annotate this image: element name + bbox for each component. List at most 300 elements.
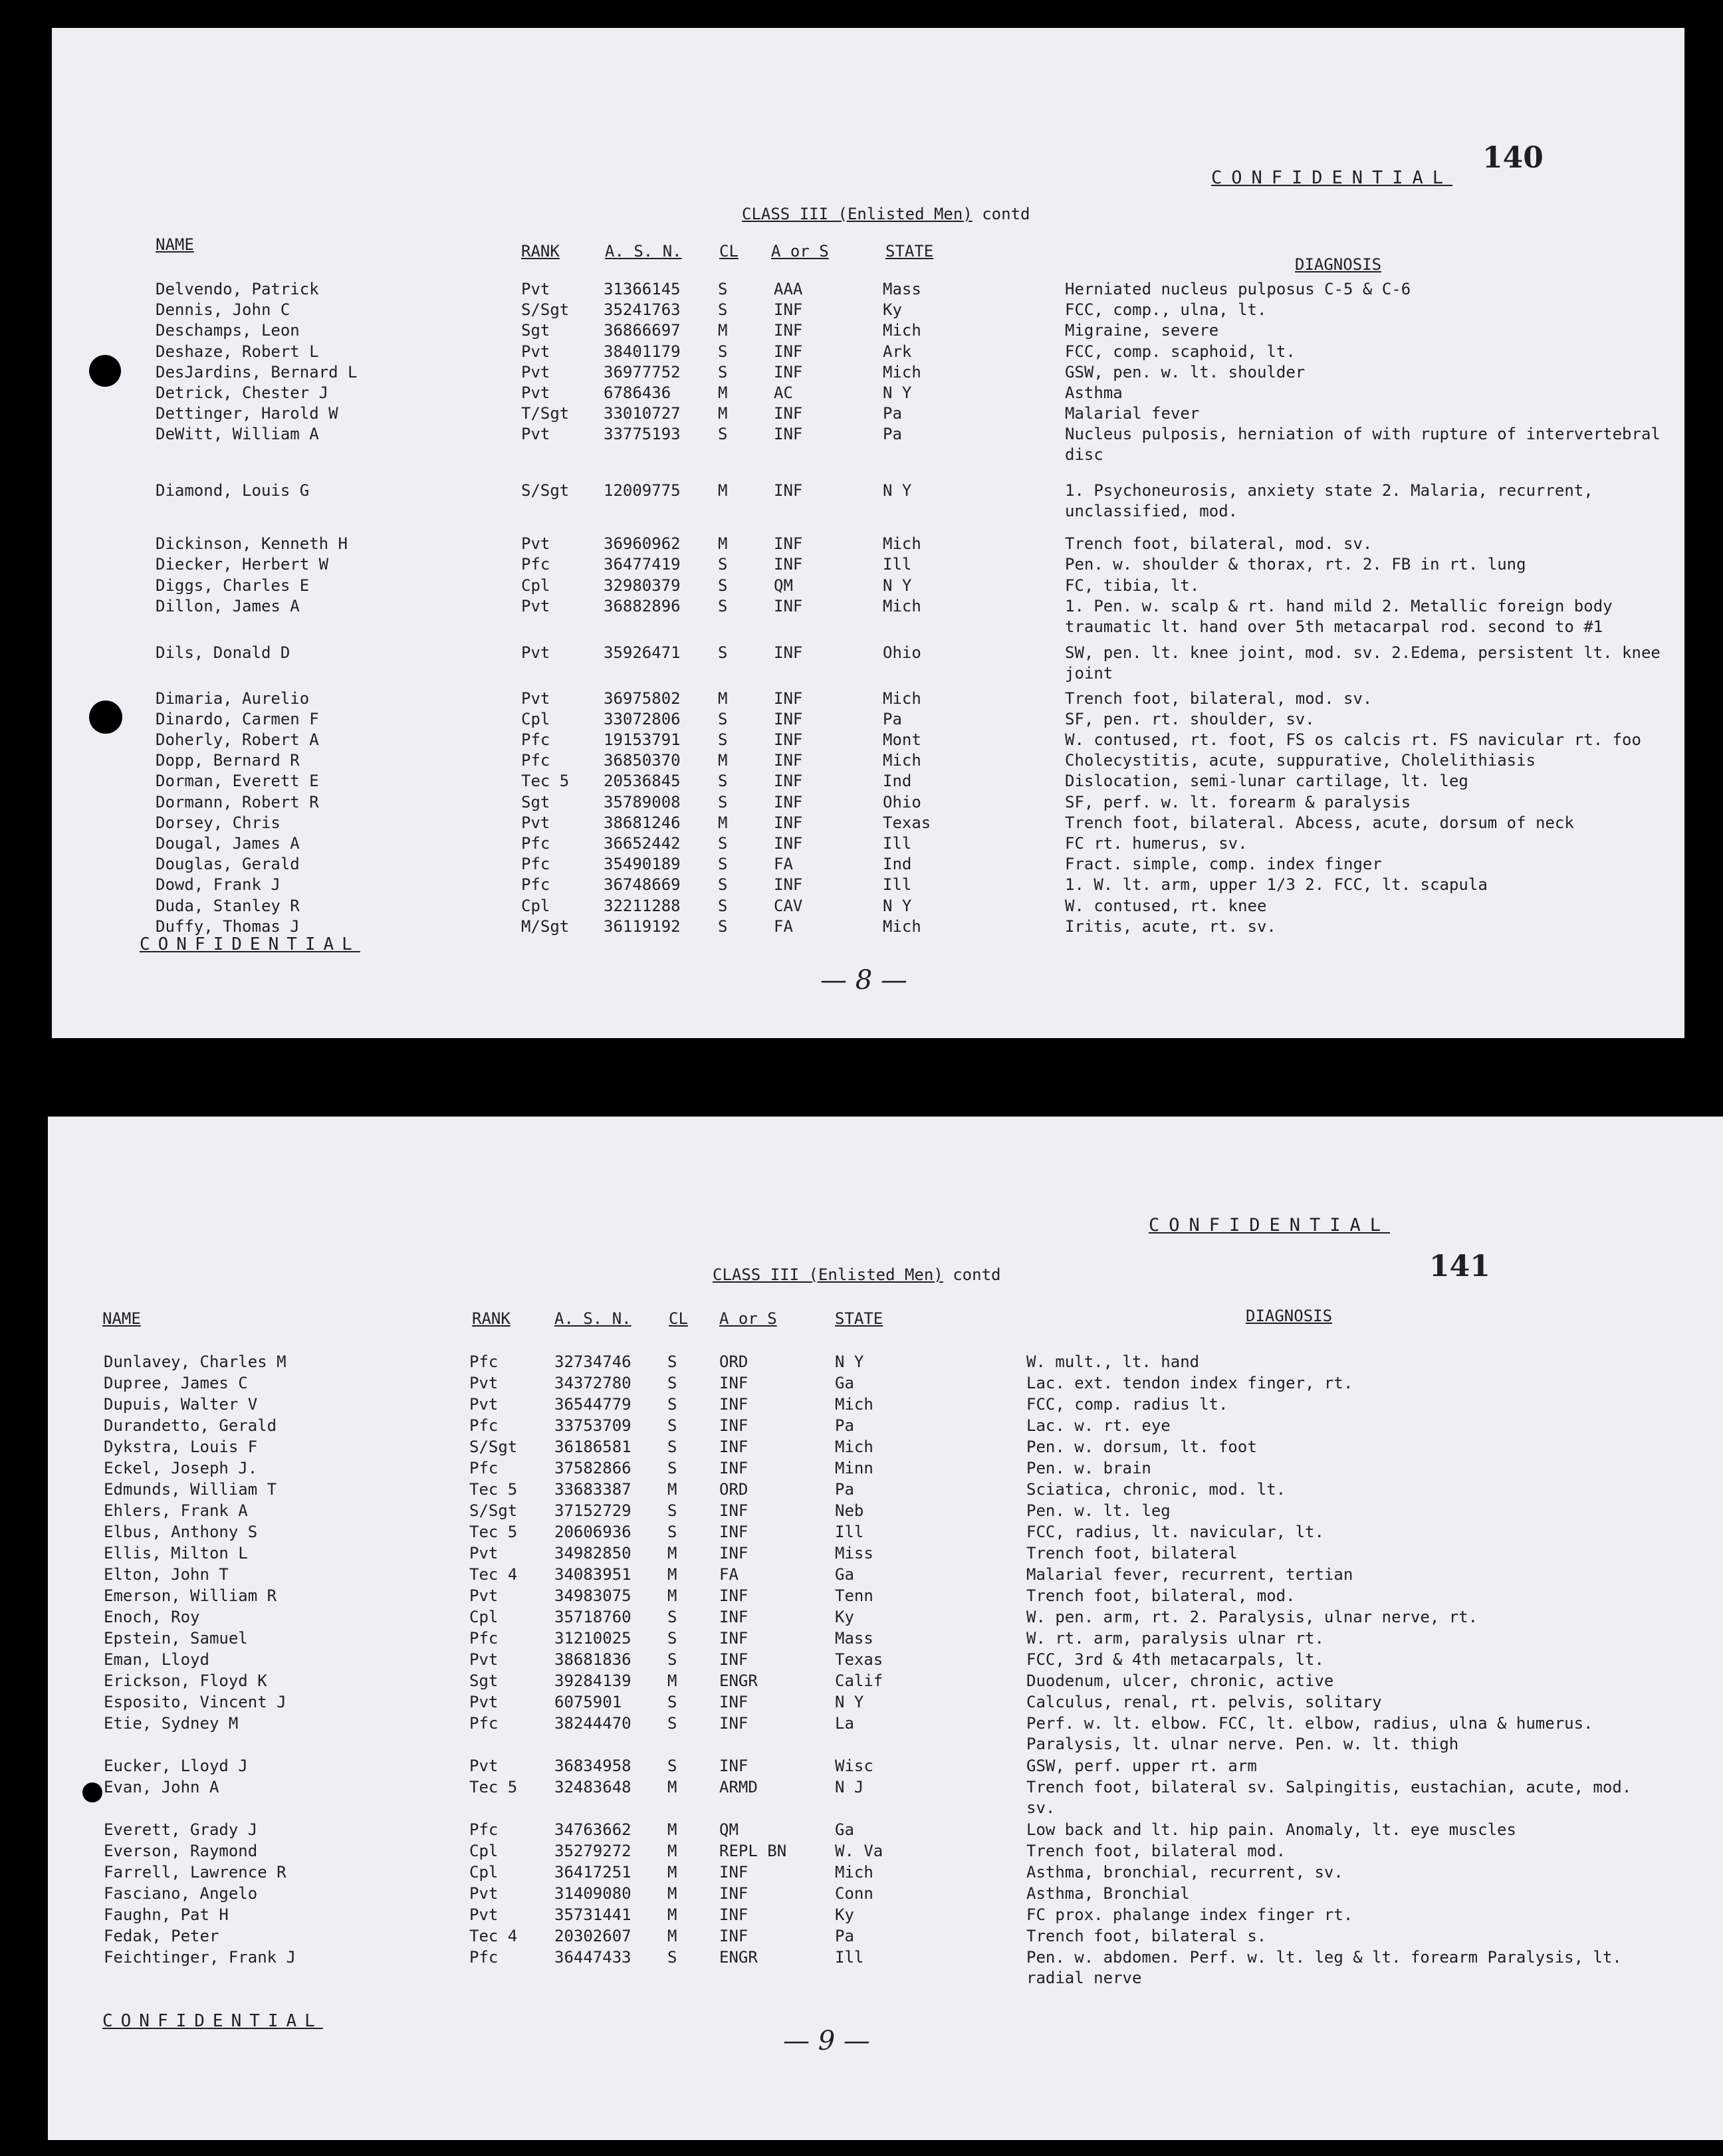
cell-asn: 35279272 bbox=[554, 1842, 632, 1860]
cell-aors: INF bbox=[774, 875, 803, 895]
cell-name: Dunlavey, Charles M bbox=[104, 1352, 287, 1371]
cell-name: Everett, Grady J bbox=[104, 1820, 258, 1839]
header-rank: RANK bbox=[472, 1309, 511, 1328]
cell-name: Diamond, Louis G bbox=[156, 481, 310, 500]
cell-state: W. Va bbox=[835, 1842, 883, 1860]
cell-cl: S bbox=[667, 1948, 677, 1967]
cell-cl: M bbox=[667, 1820, 677, 1839]
header-cl: CL bbox=[669, 1309, 688, 1328]
cell-name: Evan, John A bbox=[104, 1778, 219, 1796]
header-state: STATE bbox=[835, 1309, 883, 1328]
cell-name: Dettinger, Harold W bbox=[156, 404, 338, 423]
cell-state: Mich bbox=[883, 596, 921, 615]
cell-diagnosis: FCC, radius, lt. navicular, lt. bbox=[1026, 1523, 1324, 1541]
cell-name: Edmunds, William T bbox=[104, 1480, 277, 1499]
cell-name: Ellis, Milton L bbox=[104, 1544, 248, 1563]
page-footer-number: — 8 — bbox=[820, 965, 907, 996]
cell-diagnosis: GSW, perf. upper rt. arm bbox=[1026, 1757, 1257, 1775]
cell-cl: M bbox=[667, 1842, 677, 1860]
cell-cl: S bbox=[667, 1501, 677, 1520]
cell-rank: Cpl bbox=[469, 1842, 499, 1860]
cell-cl: M bbox=[667, 1778, 677, 1796]
cell-asn: 35926471 bbox=[604, 643, 681, 663]
cell-state: N Y bbox=[835, 1693, 864, 1711]
cell-rank: Pvt bbox=[469, 1544, 499, 1563]
cell-state: Ohio bbox=[883, 792, 921, 811]
cell-asn: 36882896 bbox=[604, 596, 681, 615]
cell-name: Dowd, Frank J bbox=[156, 875, 281, 895]
cell-asn: 35241763 bbox=[604, 300, 681, 320]
cell-cl: M bbox=[667, 1565, 677, 1584]
cell-name: Epstein, Samuel bbox=[104, 1629, 248, 1648]
cell-rank: T/Sgt bbox=[521, 404, 570, 423]
cell-diagnosis: Sciatica, chronic, mod. lt. bbox=[1026, 1480, 1286, 1499]
cell-diagnosis: Pen. w. shoulder & thorax, rt. 2. FB in rt. lung bbox=[1065, 555, 1526, 574]
cell-aors: INF bbox=[774, 792, 803, 811]
cell-state: Mich bbox=[883, 751, 921, 770]
cell-cl: S bbox=[718, 772, 728, 791]
cell-diagnosis: 1. W. lt. arm, upper 1/3 2. FCC, lt. scapula bbox=[1065, 875, 1488, 895]
cell-state: Ga bbox=[835, 1565, 854, 1584]
confidential-header: CONFIDENTIAL bbox=[1211, 167, 1453, 188]
cell-diagnosis: FCC, comp. radius lt. bbox=[1026, 1395, 1228, 1414]
cell-cl: S bbox=[667, 1650, 677, 1669]
cell-name: Detrick, Chester J bbox=[156, 383, 329, 402]
cell-diagnosis: Dislocation, semi-lunar cartilage, lt. leg bbox=[1065, 772, 1468, 791]
cell-state: Ga bbox=[835, 1820, 854, 1839]
cell-asn: 36975802 bbox=[604, 689, 681, 708]
section-title bbox=[742, 205, 1030, 223]
cell-asn: 38681246 bbox=[604, 813, 681, 832]
header-cl: CL bbox=[719, 242, 739, 261]
cell-state: N Y bbox=[883, 481, 912, 500]
cell-aors: INF bbox=[719, 1863, 748, 1882]
cell-asn: 36748669 bbox=[604, 875, 681, 895]
header-diagnosis: DIAGNOSIS bbox=[1246, 1307, 1333, 1325]
cell-asn: 33072806 bbox=[604, 709, 681, 728]
cell-aors: CAV bbox=[774, 896, 803, 915]
cell-cl: S bbox=[718, 730, 728, 749]
cell-cl: S bbox=[718, 834, 728, 853]
cell-aors: INF bbox=[719, 1523, 748, 1541]
cell-aors: INF bbox=[719, 1757, 748, 1775]
cell-aors: INF bbox=[719, 1501, 748, 1520]
cell-rank: Pvt bbox=[521, 425, 550, 444]
cell-aors: AC bbox=[774, 383, 793, 402]
cell-asn: 35490189 bbox=[604, 855, 681, 874]
cell-diagnosis: Trench foot, bilateral s. bbox=[1026, 1927, 1267, 1945]
cell-asn: 36119192 bbox=[604, 916, 681, 936]
cell-asn: 33010727 bbox=[604, 404, 681, 423]
cell-cl: M bbox=[667, 1884, 677, 1903]
cell-asn: 36477419 bbox=[604, 555, 681, 574]
cell-state: Ill bbox=[835, 1523, 864, 1541]
cell-state: Neb bbox=[835, 1501, 864, 1520]
cell-rank: Sgt bbox=[469, 1671, 499, 1690]
cell-aors: INF bbox=[719, 1586, 748, 1605]
cell-aors: INF bbox=[719, 1438, 748, 1456]
cell-asn: 32483648 bbox=[554, 1778, 632, 1796]
cell-diagnosis: Pen. w. brain bbox=[1026, 1459, 1151, 1477]
cell-state: Mich bbox=[883, 916, 921, 936]
header-a-or-s: A or S bbox=[719, 1309, 777, 1328]
cell-aors: INF bbox=[719, 1395, 748, 1414]
cell-aors: INF bbox=[719, 1629, 748, 1648]
cell-cl: M bbox=[718, 689, 728, 708]
cell-cl: M bbox=[667, 1480, 677, 1499]
cell-diagnosis: Malarial fever bbox=[1065, 404, 1200, 423]
cell-diagnosis: Trench foot, bilateral, mod. sv. bbox=[1065, 534, 1373, 554]
cell-cl: S bbox=[667, 1608, 677, 1626]
cell-diagnosis: Trench foot, bilateral mod. bbox=[1026, 1842, 1286, 1860]
cell-rank: Pvt bbox=[469, 1693, 499, 1711]
cell-rank: Pvt bbox=[469, 1884, 499, 1903]
cell-cl: M bbox=[718, 751, 728, 770]
cell-name: Eman, Lloyd bbox=[104, 1650, 209, 1669]
cell-diagnosis: W. pen. arm, rt. 2. Paralysis, ulnar nerve, rt. bbox=[1026, 1608, 1478, 1626]
cell-cl: M bbox=[667, 1671, 677, 1690]
cell-asn: 36850370 bbox=[604, 751, 681, 770]
cell-name: Dimaria, Aurelio bbox=[156, 689, 310, 708]
cell-state: Ill bbox=[883, 875, 912, 895]
document-page-141 bbox=[48, 1117, 1723, 2140]
cell-aors: INF bbox=[774, 730, 803, 749]
cell-rank: Pvt bbox=[521, 689, 550, 708]
cell-aors: INF bbox=[774, 834, 803, 853]
cell-cl: S bbox=[718, 855, 728, 874]
cell-rank: Tec 5 bbox=[469, 1778, 518, 1796]
cell-diagnosis: Trench foot, bilateral, mod. bbox=[1026, 1586, 1296, 1605]
cell-asn: 34083951 bbox=[554, 1565, 632, 1584]
cell-aors: INF bbox=[774, 300, 803, 320]
cell-name: Deschamps, Leon bbox=[156, 321, 300, 340]
cell-diagnosis: Asthma bbox=[1065, 383, 1123, 402]
cell-diagnosis: Herniated nucleus pulposus C-5 & C-6 bbox=[1065, 280, 1411, 298]
cell-diagnosis: Asthma, bronchial, recurrent, sv. bbox=[1026, 1863, 1343, 1882]
cell-aors: INF bbox=[719, 1459, 748, 1477]
cell-asn: 31366145 bbox=[604, 280, 681, 298]
cell-rank: Pfc bbox=[521, 855, 550, 874]
cell-aors: INF bbox=[719, 1608, 748, 1626]
cell-state: Tenn bbox=[835, 1586, 873, 1605]
cell-asn: 35789008 bbox=[604, 792, 681, 811]
cell-state: Ill bbox=[835, 1948, 864, 1967]
cell-state: Minn bbox=[835, 1459, 873, 1477]
cell-aors: INF bbox=[774, 689, 803, 708]
cell-asn: 36186581 bbox=[554, 1438, 632, 1456]
cell-rank: Pfc bbox=[469, 1629, 499, 1648]
cell-asn: 32734746 bbox=[554, 1352, 632, 1371]
cell-diagnosis: GSW, pen. w. lt. shoulder bbox=[1065, 362, 1306, 381]
cell-cl: M bbox=[667, 1905, 677, 1924]
cell-asn: 33775193 bbox=[604, 425, 681, 444]
confidential-footer: CONFIDENTIAL bbox=[102, 2011, 323, 2031]
cell-diagnosis: Duodenum, ulcer, chronic, active bbox=[1026, 1671, 1334, 1690]
cell-state: N Y bbox=[883, 383, 912, 402]
cell-diagnosis: 1. Psychoneurosis, anxiety state 2. Malaria, recurrent, unclassified, mod. bbox=[1065, 481, 1593, 520]
cell-asn: 34372780 bbox=[554, 1374, 632, 1392]
cell-diagnosis: 1. Pen. w. scalp & rt. hand mild 2. Metallic foreign body traumatic lt. hand over 5th metacarpal rod. second to #1 bbox=[1065, 596, 1613, 636]
punch-hole-mark bbox=[89, 701, 122, 734]
cell-name: Delvendo, Patrick bbox=[156, 280, 319, 298]
cell-asn: 36447433 bbox=[554, 1948, 632, 1967]
cell-rank: Pfc bbox=[521, 834, 550, 853]
cell-asn: 33753709 bbox=[554, 1416, 632, 1435]
cell-cl: M bbox=[718, 481, 728, 500]
cell-aors: INF bbox=[774, 813, 803, 832]
cell-aors: INF bbox=[719, 1650, 748, 1669]
cell-state: Mich bbox=[835, 1438, 873, 1456]
cell-asn: 34983075 bbox=[554, 1586, 632, 1605]
cell-name: Diecker, Herbert W bbox=[156, 555, 329, 574]
cell-aors: INF bbox=[774, 404, 803, 423]
cell-name: Dorsey, Chris bbox=[156, 813, 281, 832]
cell-diagnosis: SF, perf. w. lt. forearm & paralysis bbox=[1065, 792, 1411, 811]
cell-rank: Pvt bbox=[521, 280, 550, 298]
cell-state: Pa bbox=[835, 1480, 854, 1499]
cell-state: Pa bbox=[835, 1927, 854, 1945]
cell-aors: INF bbox=[719, 1416, 748, 1435]
cell-asn: 20606936 bbox=[554, 1523, 632, 1541]
cell-state: Mich bbox=[835, 1395, 873, 1414]
cell-rank: Cpl bbox=[521, 709, 550, 728]
cell-cl: S bbox=[718, 300, 728, 320]
cell-name: Doherly, Robert A bbox=[156, 730, 319, 749]
cell-rank: Pvt bbox=[521, 534, 550, 554]
cell-asn: 36977752 bbox=[604, 362, 681, 381]
punch-hole-mark bbox=[82, 1782, 102, 1802]
cell-rank: Tec 5 bbox=[521, 772, 570, 791]
header-asn: A. S. N. bbox=[605, 242, 682, 261]
cell-state: Texas bbox=[835, 1650, 883, 1669]
cell-diagnosis: FC, tibia, lt. bbox=[1065, 576, 1200, 595]
cell-state: Pa bbox=[883, 425, 902, 444]
cell-diagnosis: Low back and lt. hip pain. Anomaly, lt. eye muscles bbox=[1026, 1820, 1516, 1839]
cell-cl: M bbox=[667, 1927, 677, 1945]
cell-name: Dougal, James A bbox=[156, 834, 300, 853]
cell-aors: INF bbox=[719, 1544, 748, 1563]
header-diagnosis: DIAGNOSIS bbox=[1295, 255, 1382, 274]
cell-name: DeWitt, William A bbox=[156, 425, 319, 444]
cell-aors: ORD bbox=[719, 1480, 748, 1499]
cell-diagnosis: Trench foot, bilateral bbox=[1026, 1544, 1238, 1563]
cell-state: N Y bbox=[883, 896, 912, 915]
cell-rank: Pfc bbox=[521, 875, 550, 895]
cell-name: Dormann, Robert R bbox=[156, 792, 319, 811]
cell-state: Ill bbox=[883, 555, 912, 574]
cell-asn: 36652442 bbox=[604, 834, 681, 853]
cell-name: Fedak, Peter bbox=[104, 1927, 219, 1945]
cell-state: Mass bbox=[883, 280, 921, 298]
cell-diagnosis: Asthma, Bronchial bbox=[1026, 1884, 1190, 1903]
cell-rank: Cpl bbox=[469, 1608, 499, 1626]
cell-name: Esposito, Vincent J bbox=[104, 1693, 287, 1711]
cell-aors: ARMD bbox=[719, 1778, 758, 1796]
cell-rank: S/Sgt bbox=[521, 481, 570, 500]
cell-cl: S bbox=[667, 1352, 677, 1371]
cell-rank: Pvt bbox=[469, 1374, 499, 1392]
cell-aors: INF bbox=[774, 481, 803, 500]
page-footer-number: — 9 — bbox=[783, 2026, 870, 2056]
cell-rank: Pfc bbox=[469, 1352, 499, 1371]
cell-name: Eucker, Lloyd J bbox=[104, 1757, 248, 1775]
cell-aors: INF bbox=[774, 534, 803, 554]
cell-asn: 36417251 bbox=[554, 1863, 632, 1882]
cell-name: Elbus, Anthony S bbox=[104, 1523, 258, 1541]
cell-asn: 38401179 bbox=[604, 342, 681, 361]
cell-aors: REPL BN bbox=[719, 1842, 787, 1860]
cell-cl: M bbox=[718, 534, 728, 554]
cell-rank: Pvt bbox=[521, 362, 550, 381]
cell-asn: 12009775 bbox=[604, 481, 681, 500]
cell-aors: INF bbox=[719, 1693, 748, 1711]
cell-asn: 36960962 bbox=[604, 534, 681, 554]
cell-asn: 20536845 bbox=[604, 772, 681, 791]
cell-cl: S bbox=[718, 555, 728, 574]
cell-diagnosis: FC rt. humerus, sv. bbox=[1065, 834, 1248, 853]
cell-diagnosis: FCC, 3rd & 4th metacarpals, lt. bbox=[1026, 1650, 1324, 1669]
cell-name: Erickson, Floyd K bbox=[104, 1671, 267, 1690]
cell-asn: 38681836 bbox=[554, 1650, 632, 1669]
cell-state: Ky bbox=[883, 300, 902, 320]
cell-rank: Cpl bbox=[521, 576, 550, 595]
cell-rank: Pfc bbox=[521, 730, 550, 749]
cell-rank: Tec 4 bbox=[469, 1927, 518, 1945]
cell-rank: Pvt bbox=[521, 813, 550, 832]
cell-state: N Y bbox=[835, 1352, 864, 1371]
cell-aors: FA bbox=[774, 916, 793, 936]
cell-state: Texas bbox=[883, 813, 931, 832]
cell-rank: Cpl bbox=[521, 896, 550, 915]
cell-cl: S bbox=[718, 280, 728, 298]
cell-cl: S bbox=[718, 342, 728, 361]
cell-rank: Pvt bbox=[521, 643, 550, 663]
cell-cl: M bbox=[667, 1544, 677, 1563]
cell-aors: ENGR bbox=[719, 1671, 758, 1690]
cell-name: Dils, Donald D bbox=[156, 643, 290, 663]
cell-rank: Sgt bbox=[521, 321, 550, 340]
cell-asn: 38244470 bbox=[554, 1714, 632, 1733]
cell-state: Mass bbox=[835, 1629, 873, 1648]
cell-asn: 34982850 bbox=[554, 1544, 632, 1563]
cell-rank: Tec 5 bbox=[469, 1523, 518, 1541]
cell-name: Everson, Raymond bbox=[104, 1842, 258, 1860]
cell-name: Dykstra, Louis F bbox=[104, 1438, 258, 1456]
cell-cl: S bbox=[667, 1693, 677, 1711]
cell-aors: QM bbox=[774, 576, 793, 595]
cell-diagnosis: Fract. simple, comp. index finger bbox=[1065, 855, 1382, 874]
cell-name: Dennis, John C bbox=[156, 300, 290, 320]
cell-state: Pa bbox=[883, 404, 902, 423]
cell-asn: 6075901 bbox=[554, 1693, 622, 1711]
cell-state: Mich bbox=[883, 362, 921, 381]
cell-aors: INF bbox=[719, 1927, 748, 1945]
cell-name: Duffy, Thomas J bbox=[156, 916, 300, 936]
cell-cl: M bbox=[718, 321, 728, 340]
cell-diagnosis: W. contused, rt. knee bbox=[1065, 896, 1267, 915]
cell-state: Wisc bbox=[835, 1757, 873, 1775]
cell-state: Mich bbox=[883, 689, 921, 708]
cell-aors: QM bbox=[719, 1820, 739, 1839]
cell-asn: 37152729 bbox=[554, 1501, 632, 1520]
cell-cl: M bbox=[667, 1863, 677, 1882]
cell-asn: 33683387 bbox=[554, 1480, 632, 1499]
cell-rank: Pvt bbox=[469, 1757, 499, 1775]
cell-name: Elton, John T bbox=[104, 1565, 229, 1584]
confidential-footer: CONFIDENTIAL bbox=[140, 934, 360, 954]
cell-diagnosis: Malarial fever, recurrent, tertian bbox=[1026, 1565, 1353, 1584]
cell-cl: S bbox=[667, 1459, 677, 1477]
cell-asn: 31210025 bbox=[554, 1629, 632, 1648]
cell-asn: 36834958 bbox=[554, 1757, 632, 1775]
cell-cl: M bbox=[718, 813, 728, 832]
cell-name: Diggs, Charles E bbox=[156, 576, 310, 595]
punch-hole-mark bbox=[89, 355, 121, 387]
cell-aors: INF bbox=[719, 1374, 748, 1392]
cell-name: Enoch, Roy bbox=[104, 1608, 200, 1626]
cell-diagnosis: W. contused, rt. foot, FS os calcis rt. FS navicular rt. foo bbox=[1065, 730, 1641, 749]
cell-name: Ehlers, Frank A bbox=[104, 1501, 248, 1520]
cell-asn: 34763662 bbox=[554, 1820, 632, 1839]
cell-rank: Pvt bbox=[469, 1586, 499, 1605]
cell-diagnosis: Calculus, renal, rt. pelvis, solitary bbox=[1026, 1693, 1382, 1711]
header-a-or-s: A or S bbox=[771, 242, 829, 261]
cell-diagnosis: FCC, comp., ulna, lt. bbox=[1065, 300, 1267, 320]
cell-asn: 36866697 bbox=[604, 321, 681, 340]
section-title-suffix: contd bbox=[982, 205, 1030, 223]
cell-rank: Pfc bbox=[469, 1948, 499, 1967]
cell-diagnosis: Migraine, severe bbox=[1065, 321, 1219, 340]
cell-rank: Pfc bbox=[469, 1714, 499, 1733]
cell-cl: S bbox=[667, 1374, 677, 1392]
cell-rank: Pfc bbox=[521, 555, 550, 574]
header-asn: A. S. N. bbox=[554, 1309, 632, 1328]
cell-asn: 39284139 bbox=[554, 1671, 632, 1690]
document-page-140 bbox=[52, 28, 1684, 1038]
cell-state: Ill bbox=[883, 834, 912, 853]
cell-diagnosis: Cholecystitis, acute, suppurative, Cholelithiasis bbox=[1065, 751, 1536, 770]
cell-name: Emerson, William R bbox=[104, 1586, 277, 1605]
cell-state: Ark bbox=[883, 342, 912, 361]
cell-diagnosis: Trench foot, bilateral, mod. sv. bbox=[1065, 689, 1373, 708]
cell-name: Dorman, Everett E bbox=[156, 772, 319, 791]
cell-asn: 19153791 bbox=[604, 730, 681, 749]
cell-rank: S/Sgt bbox=[469, 1501, 518, 1520]
cell-rank: Pfc bbox=[469, 1820, 499, 1839]
cell-rank: Pvt bbox=[521, 596, 550, 615]
cell-state: Mich bbox=[835, 1863, 873, 1882]
cell-state: Ky bbox=[835, 1905, 854, 1924]
header-name: NAME bbox=[102, 1309, 141, 1328]
cell-aors: INF bbox=[774, 751, 803, 770]
cell-cl: S bbox=[667, 1395, 677, 1414]
cell-name: Durandetto, Gerald bbox=[104, 1416, 277, 1435]
cell-asn: 32980379 bbox=[604, 576, 681, 595]
cell-diagnosis: Lac. w. rt. eye bbox=[1026, 1416, 1171, 1435]
cell-cl: S bbox=[667, 1757, 677, 1775]
cell-cl: S bbox=[718, 709, 728, 728]
cell-state: Calif bbox=[835, 1671, 883, 1690]
cell-state: Mont bbox=[883, 730, 921, 749]
cell-aors: INF bbox=[774, 362, 803, 381]
cell-rank: Pvt bbox=[469, 1650, 499, 1669]
cell-cl: M bbox=[667, 1586, 677, 1605]
cell-cl: S bbox=[667, 1629, 677, 1648]
cell-asn: 31409080 bbox=[554, 1884, 632, 1903]
cell-name: Dupuis, Walter V bbox=[104, 1395, 258, 1414]
cell-aors: INF bbox=[774, 709, 803, 728]
cell-asn: 20302607 bbox=[554, 1927, 632, 1945]
